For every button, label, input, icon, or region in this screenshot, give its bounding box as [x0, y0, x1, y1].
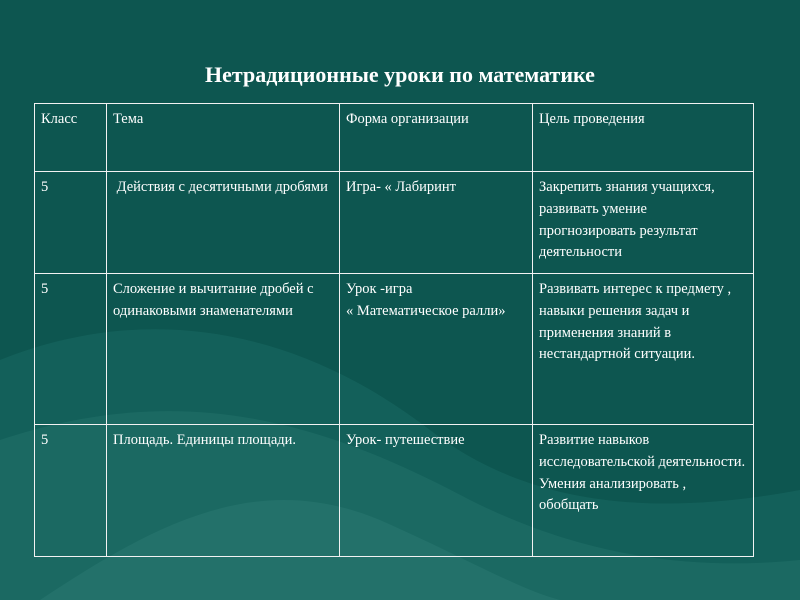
page-title: Нетрадиционные уроки по математике	[205, 62, 595, 87]
table-row	[35, 425, 754, 557]
cell-topic: Площадь. Единицы площади.	[107, 425, 340, 557]
cell-grade: 5	[35, 274, 107, 425]
cell-topic: Действия с десятичными дробями	[107, 172, 340, 274]
header-cell-topic: Тема	[107, 104, 340, 172]
cell-grade: 5	[35, 172, 107, 274]
header-cell-grade: Класс	[35, 104, 107, 172]
cell-form: Урок- путешествие	[340, 425, 533, 557]
cell-goal: Развивать интерес к предмету , навыки решения задач и применения знаний в нестандартной ситуации.	[533, 274, 754, 425]
cell-goal: Развитие навыков исследовательской деятельности. Умения анализировать , обобщать	[533, 425, 754, 557]
cell-grade: 5	[35, 425, 107, 557]
cell-goal: Закрепить знания учащихся, развивать умение прогнозировать результат деятельности	[533, 172, 754, 274]
cell-topic: Сложение и вычитание дробей с одинаковыми знаменателями	[107, 274, 340, 425]
header-cell-goal: Цель проведения	[533, 104, 754, 172]
header-cell-form: Форма организации	[340, 104, 533, 172]
table-header-row	[35, 104, 754, 172]
table-row	[35, 172, 754, 274]
cell-form: Игра- « Лабиринт	[340, 172, 533, 274]
table-row	[35, 274, 754, 425]
cell-form: Урок -игра « Математическое ралли»	[340, 274, 533, 425]
lessons-table	[34, 103, 754, 557]
